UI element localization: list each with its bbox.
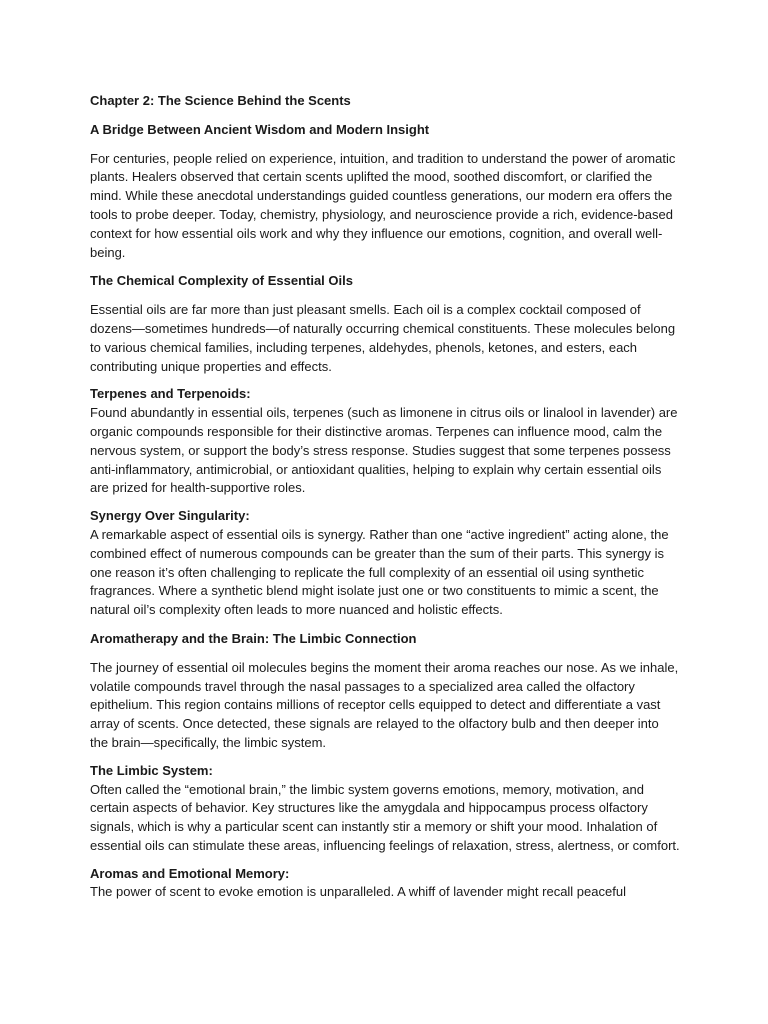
- subheading-limbic-system: The Limbic System:: [90, 762, 213, 778]
- chapter-title: Chapter 2: The Science Behind the Scents: [90, 93, 351, 108]
- section-heading-bridge: A Bridge Between Ancient Wisdom and Modern Insight: [90, 121, 430, 137]
- document-page: [90, 92, 680, 902]
- subheading-emotional-memory: Aromas and Emotional Memory:: [90, 865, 290, 881]
- subheading-synergy: Synergy Over Singularity:: [90, 508, 250, 524]
- section-heading-chemical-complexity: The Chemical Complexity of Essential Oils: [90, 273, 353, 289]
- subheading-terpenes: Terpenes and Terpenoids:: [90, 386, 251, 402]
- paragraph-limbic-connection: The journey of essential oil molecules begins the moment their aroma reaches our nose. As we inhale, volatile compounds travel through the nasal passages to a specialized area called the olfactory epithelium. This region contains millions of receptor cells equipped to detect and differentiate a vast array of scents. Once detected, these signals are relayed to the olfactory bulb and then deeper into the brain—specifically, the limbic system.: [90, 659, 679, 750]
- paragraph-emotional-memory: The power of scent to evoke emotion is unparalleled. A whiff of lavender might recall peaceful: [90, 884, 626, 900]
- paragraph-synergy: A remarkable aspect of essential oils is synergy. Rather than one “active ingredient” acting alone, the combined effect of numerous compounds can be greater than the sum of their parts. This synergy is one reason it’s often challenging to replicate the full complexity of an essential oil using synthetic fragrances. Where a synthetic blend might isolate just one or two constituents to mimic a scent, the natural oil’s complexity often leads to more nuanced and holistic effects.: [90, 526, 669, 618]
- paragraph-limbic-system: Often called the “emotional brain,” the limbic system governs emotions, memory, motivation, and certain aspects of behavior. Key structures like the amygdala and hippocampus process olfactory signals, which is why a particular scent can instantly stir a memory or shift your mood. Inhalation of essential oils can stimulate these areas, influencing feelings of relaxation, stress, alertness, or comfort.: [90, 781, 680, 853]
- paragraph-chemical-complexity: Essential oils are far more than just pleasant smells. Each oil is a complex cocktail composed of dozens—sometimes hundreds—of naturally occurring chemical constituents. These molecules belong to various chemical families, including terpenes, aldehydes, phenols, ketones, and esters, each contributing unique properties and effects.: [90, 302, 676, 374]
- section-heading-limbic-connection: Aromatherapy and the Brain: The Limbic Connection: [90, 630, 417, 646]
- paragraph-terpenes: Found abundantly in essential oils, terpenes (such as limonene in citrus oils or linalool in lavender) are organic compounds responsible for their distinctive aromas. Terpenes can influence mood, calm the nervous system, or support the body’s stress response. Studies suggest that some terpenes possess anti-inflammatory, antimicrobial, or antioxidant qualities, helping to explain why certain essential oils are prized for health-supportive roles.: [90, 405, 678, 496]
- paragraph-bridge: For centuries, people relied on experience, intuition, and tradition to understand the power of aromatic plants. Healers observed that certain scents uplifted the mood, soothed discomfort, or clarified the mind. While these anecdotal understandings guided countless generations, our modern era offers the tools to probe deeper. Today, chemistry, physiology, and neuroscience provide a rich, evidence-based context for how essential oils work and why they influence our emotions, cognition, and overall well-being.: [90, 150, 676, 260]
